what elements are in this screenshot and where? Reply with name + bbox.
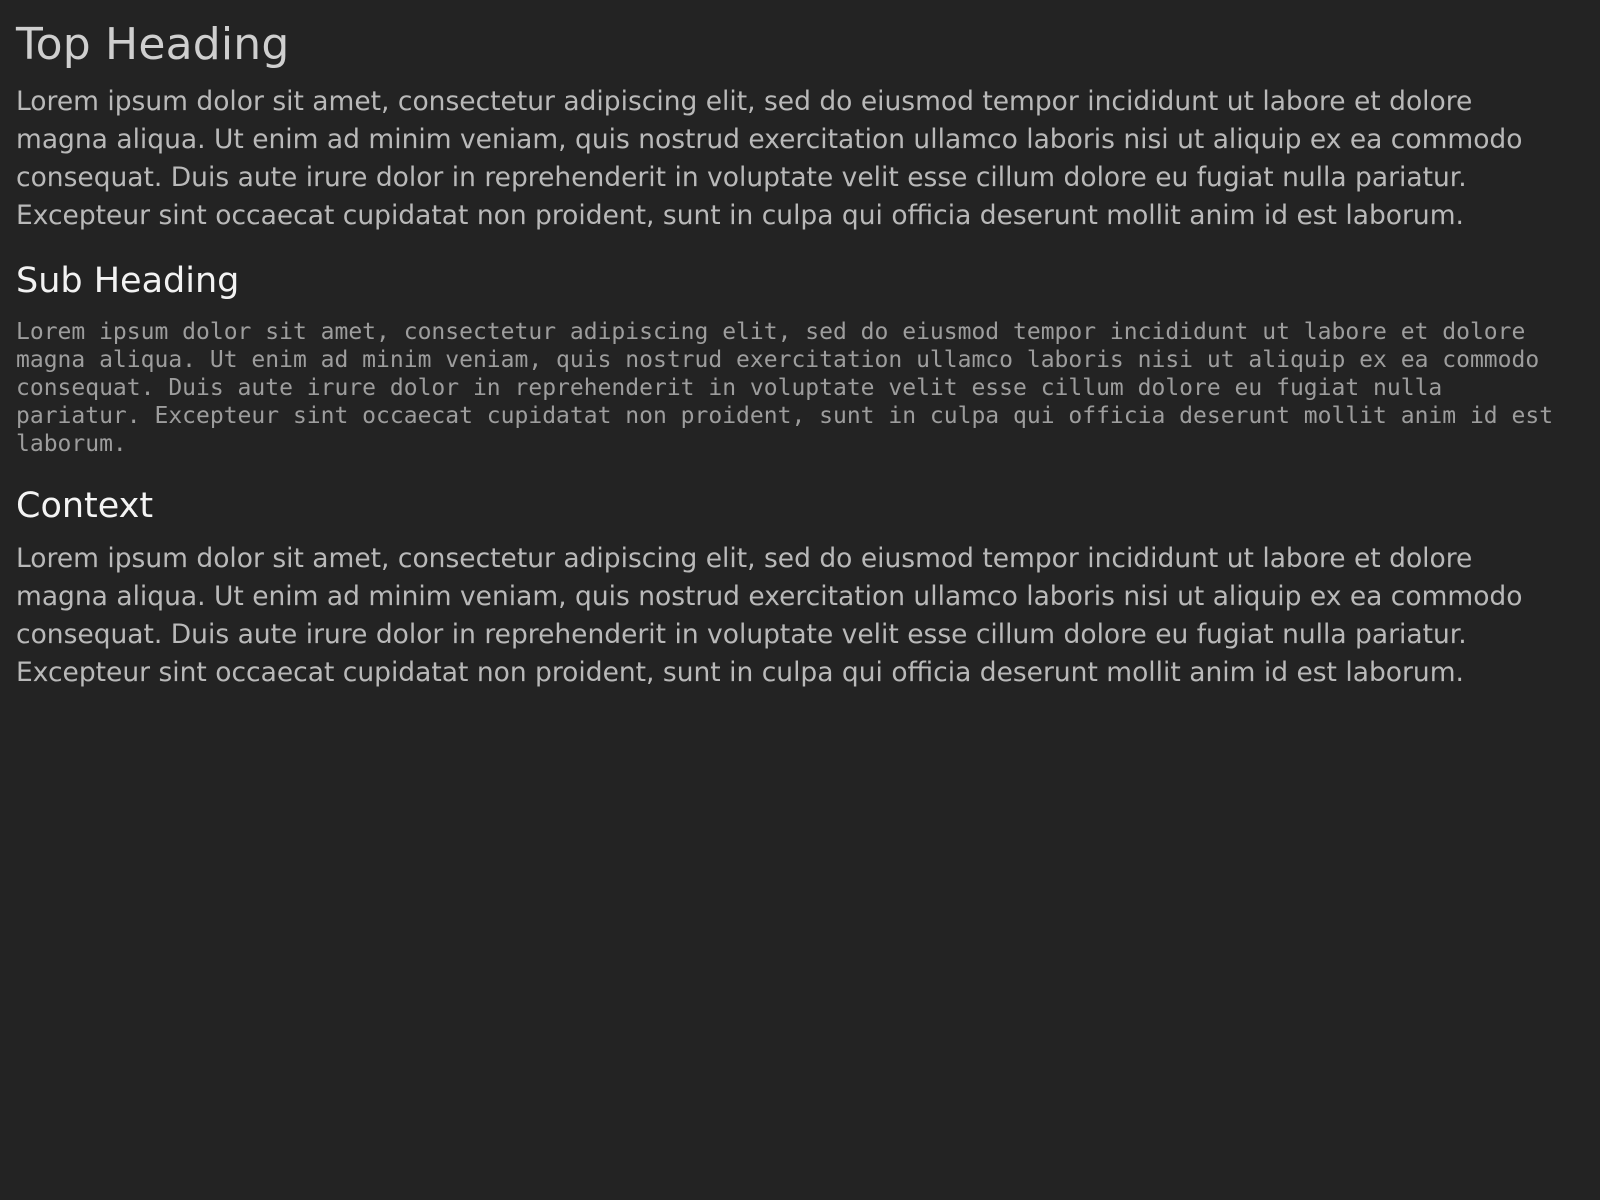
monospace-paragraph: Lorem ipsum dolor sit amet, consectetur adipiscing elit, sed do eiusmod tempor incididunt ut labore et dolore magna aliqua. Ut enim ad minim veniam, quis nostrud exercitation ullamco laboris nisi ut aliquip ex ea commodo consequat. Duis aute irure dolor in reprehenderit in voluptate velit esse cillum dolore eu fugiat nulla pariatur. Excepteur sint occaecat cupidatat non proident, sunt in culpa qui officia deserunt mollit anim id est laborum.	[16, 318, 1567, 457]
context-paragraph: Lorem ipsum dolor sit amet, consectetur adipiscing elit, sed do eiusmod tempor incididunt ut labore et dolore magna aliqua. Ut enim ad minim veniam, quis nostrud exercitation ullamco laboris nisi ut aliquip ex ea commodo consequat. Duis aute irure dolor in reprehenderit in voluptate velit esse cillum dolore eu fugiat nulla pariatur. Excepteur sint occaecat cupidatat non proident, sunt in culpa qui officia deserunt mollit anim id est laborum.	[16, 542, 1523, 688]
intro-paragraph: Lorem ipsum dolor sit amet, consectetur adipiscing elit, sed do eiusmod tempor incididunt ut labore et dolore magna aliqua. Ut enim ad minim veniam, quis nostrud exercitation ullamco laboris nisi ut aliquip ex ea commodo consequat. Duis aute irure dolor in reprehenderit in voluptate velit esse cillum dolore eu fugiat nulla pariatur. Excepteur sint occaecat cupidatat non proident, sunt in culpa qui officia deserunt mollit anim id est laborum.	[16, 86, 1523, 232]
sub-heading: Sub Heading	[16, 261, 240, 302]
context-heading: Context	[16, 485, 154, 526]
page-title: Top Heading	[16, 19, 290, 70]
